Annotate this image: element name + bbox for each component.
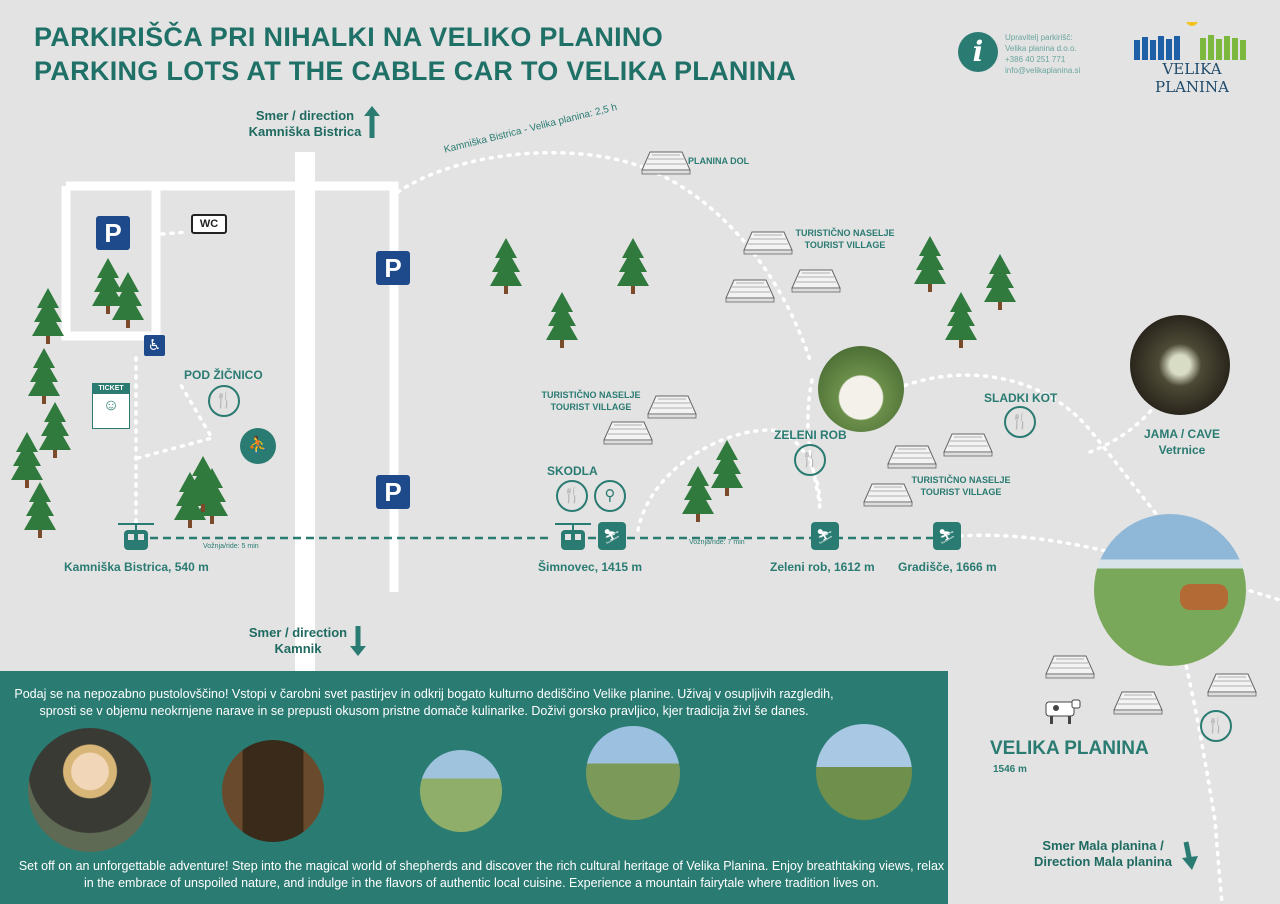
manager-label: Upravitelj parkirišč:: [1005, 33, 1073, 42]
label-sladki-kot: SLADKI KOT: [984, 391, 1058, 405]
label-cave-name: Vetrnice: [1158, 443, 1206, 457]
food-photo: [818, 346, 904, 432]
ticket-label: TICKET: [93, 384, 129, 394]
direction-south-place: Kamnik: [274, 641, 322, 656]
direction-north-label: Smer / direction: [255, 108, 355, 123]
label-pod-zicnico: POD ŽIČNICO: [184, 368, 263, 382]
ticket-booth-icon: TICKET ☺: [92, 383, 130, 429]
tourist-village-2-en: TOURIST VILLAGE: [550, 402, 632, 412]
meadow-flowers-photo: [420, 750, 502, 832]
road-parking-inner: [66, 186, 156, 336]
label-planina-dol: PLANINA DOL: [688, 156, 750, 166]
wc-sign: WC: [191, 214, 227, 234]
chairlift-icon-2: ⛷: [811, 522, 839, 550]
restaurant-icon-zeleni-rob: 🍴: [794, 444, 826, 476]
chairlift-icon-3: ⛷: [933, 522, 961, 550]
accessible-parking-icon: ♿: [144, 335, 165, 356]
path-wc: [162, 232, 188, 234]
direction-mala-line2: Direction Mala planina: [1034, 854, 1172, 869]
parking-sign-3: P: [376, 475, 410, 509]
station-zeleni-rob: Zeleni rob, 1612 m: [770, 560, 875, 574]
manager-company: Velika planina d.o.o.: [1005, 44, 1077, 53]
tourist-village-1-en: TOURIST VILLAGE: [804, 240, 886, 250]
label-zeleni-rob: ZELENI ROB: [774, 428, 847, 442]
direction-north: [240, 108, 370, 140]
direction-north-place: Kamniška Bistrica: [248, 124, 362, 139]
path-pod-zicnico: [138, 380, 212, 458]
restaurant-icon-velika-planina: 🍴: [1200, 710, 1232, 742]
wooden-hut-interior-photo: [222, 740, 324, 842]
shepherd-woman-photo: [28, 728, 152, 852]
playground-icon-skodla: ⚲: [594, 480, 626, 512]
trail-duration-label: Kamniška Bistrica - Velika planina: 2,5 h: [443, 101, 619, 156]
restaurant-icon-skodla: 🍴: [556, 480, 588, 512]
restaurant-icon-pod-zicnico: 🍴: [208, 385, 240, 417]
label-velika-planina-altitude: 1546 m: [993, 764, 1027, 775]
direction-south-label: Smer / direction: [248, 625, 348, 640]
logo-text: VELIKA PLANINA: [1155, 60, 1229, 96]
direction-mala-planina: [1024, 838, 1182, 870]
tourist-village-1: [790, 227, 900, 251]
playground-slide-icon: ⛹: [240, 428, 276, 464]
manager-phone: +386 40 251 771: [1005, 55, 1066, 64]
label-cave-title: JAMA / CAVE: [1143, 427, 1220, 441]
direction-south: [236, 625, 360, 657]
grazing-cows-photo: [586, 726, 680, 820]
parking-sign-1: P: [96, 216, 130, 250]
title-english: PARKING LOTS AT THE CABLE CAR TO VELIKA PLANINA: [34, 56, 797, 86]
manager-email: info@velikaplanina.si: [1005, 66, 1081, 75]
title-slovenian: PARKIRIŠČA PRI NIHALKI NA VELIKO PLANINO: [34, 22, 664, 52]
tourist-village-3-sl: TURISTIČNO NASELJE: [911, 475, 1011, 485]
shepherd-man-photo: [816, 724, 912, 820]
tourist-village-3-en: TOURIST VILLAGE: [920, 487, 1002, 497]
station-kamniska-bistrica: Kamniška Bistrica, 540 m: [64, 560, 209, 574]
info-icon: i: [958, 32, 998, 72]
tourist-village-3: [906, 474, 1016, 498]
restaurant-icon-sladki-kot: 🍴: [1004, 406, 1036, 438]
cow-icon: [1046, 700, 1080, 724]
velika-planina-photo: [1094, 514, 1246, 666]
cable-car-icon-2: [555, 520, 591, 552]
parking-sign-2: P: [376, 251, 410, 285]
tourist-village-1-sl: TURISTIČNO NASELJE: [795, 228, 895, 238]
panel-text-slovenian: Podaj se na nepozabno pustolovščino! Vstopi v čarobni svet pastirjev in odkrij bogato kulturno dediščino Velike planine. Uživaj v osupljivih razgledih, sprosti se v objemu neokrnjene narave in se prepusti okusom pristne domače kulinarike. Doživi gorsko pravljico, kjer tradicija živi še danes.: [14, 687, 834, 718]
arrow-mala-planina-icon: [1182, 856, 1198, 870]
ride-duration-1: Vožnja/ride: 5 min: [203, 543, 259, 550]
label-skodla: SKODLA: [547, 464, 598, 478]
chairlift-icon-1: ⛷: [598, 522, 626, 550]
ride-duration-2: Vožnja/ride: 7 min: [689, 539, 745, 546]
cow-in-photo: [1180, 584, 1228, 610]
main-road: [295, 152, 315, 671]
station-gradisce: Gradišče, 1666 m: [898, 560, 997, 574]
cable-car-icon-1: [118, 520, 154, 552]
station-simnovec: Šimnovec, 1415 m: [538, 560, 643, 574]
panel-text-english: Set off on an unforgettable adventure! Step into the magical world of shepherds and discover the rich cultural heritage of Velika Planina. Enjoy breathtaking views, relax in the embrace of unspoiled nature, and indulge in the flavors of authentic local cuisine. Experience a mountain fairytale where tradition lives on.: [18, 859, 945, 890]
label-cave: [1134, 426, 1230, 458]
label-velika-planina: VELIKA PLANINA: [990, 738, 1149, 759]
tourist-village-2: [536, 389, 646, 413]
direction-mala-line1: Smer Mala planina /: [1042, 838, 1164, 853]
tourist-village-2-sl: TURISTIČNO NASELJE: [541, 390, 641, 400]
path-trail-upper: [398, 153, 810, 360]
cave-photo: [1130, 315, 1230, 415]
